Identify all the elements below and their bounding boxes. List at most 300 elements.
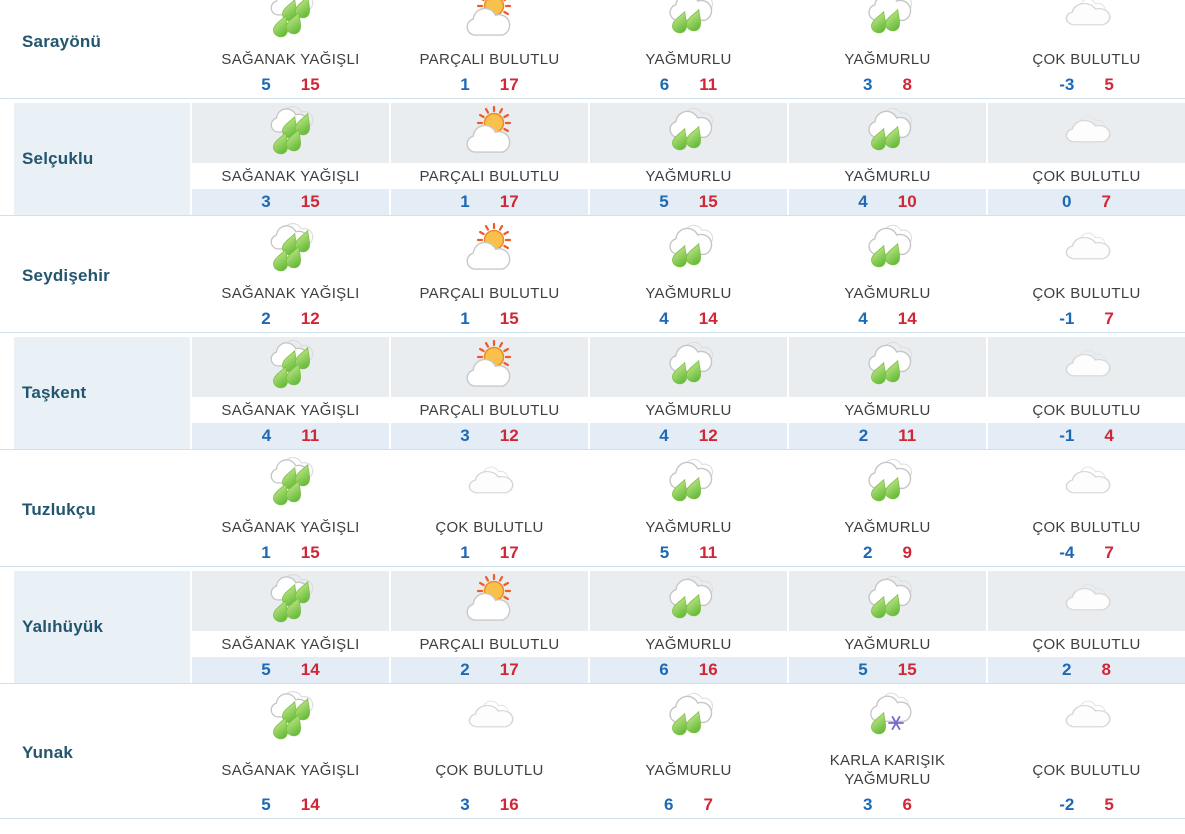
condition-band <box>590 280 787 306</box>
min-temp: 1 <box>460 309 470 328</box>
condition-band <box>391 46 588 72</box>
condition-band <box>590 397 787 423</box>
icon-band <box>789 103 986 163</box>
partly-cloudy-icon <box>458 573 522 629</box>
condition-label: YAĞMURLU <box>844 635 931 653</box>
icon-band <box>789 220 986 280</box>
forecast-cell <box>389 220 588 332</box>
max-temp: 7 <box>703 795 713 814</box>
condition-band <box>789 514 986 540</box>
temperature-band <box>391 540 588 566</box>
forecast-cell <box>190 337 389 449</box>
temperature-band <box>789 306 986 332</box>
icon-band <box>192 220 389 280</box>
min-temp: 4 <box>659 426 669 445</box>
condition-band <box>988 514 1185 540</box>
icon-band <box>192 454 389 514</box>
max-temp: 16 <box>499 795 519 814</box>
rain-icon <box>657 339 721 395</box>
temperature-band <box>988 72 1185 98</box>
temperature-band <box>988 540 1185 566</box>
condition-label: PARÇALI BULUTLU <box>419 284 560 302</box>
very-cloudy-icon <box>1055 573 1119 629</box>
condition-label: YAĞMURLU <box>844 50 931 68</box>
max-temp: 14 <box>897 309 917 328</box>
forecast-cell <box>190 688 389 818</box>
partly-cloudy-icon <box>458 105 522 161</box>
forecast-cell <box>190 103 389 215</box>
icon-band <box>789 337 986 397</box>
temperature-band <box>192 540 389 566</box>
very-cloudy-icon <box>1055 456 1119 512</box>
temperature-band <box>789 72 986 98</box>
condition-label: ÇOK BULUTLU <box>435 518 544 536</box>
condition-label: PARÇALI BULUTLU <box>419 635 560 653</box>
very-cloudy-icon <box>458 690 522 746</box>
very-cloudy-icon <box>1055 690 1119 746</box>
icon-band <box>789 0 986 46</box>
forecast-row <box>0 337 1185 450</box>
temperature-band <box>590 306 787 332</box>
forecast-cell <box>986 103 1185 215</box>
max-temp: 11 <box>699 75 718 94</box>
max-temp: 11 <box>301 426 320 445</box>
shower-rain-icon <box>259 339 323 395</box>
min-temp: 3 <box>863 75 873 94</box>
max-temp: 16 <box>698 660 718 679</box>
max-temp: 17 <box>499 660 519 679</box>
forecast-row <box>0 571 1185 684</box>
temperature-band <box>988 792 1185 818</box>
max-temp: 15 <box>897 660 917 679</box>
max-temp: 15 <box>300 75 320 94</box>
condition-label: ÇOK BULUTLU <box>1032 518 1141 536</box>
icon-band <box>391 220 588 280</box>
temperature-band <box>192 189 389 215</box>
district-label: Yalıhüyük <box>22 617 104 636</box>
partly-cloudy-icon <box>458 339 522 395</box>
forecast-cell <box>787 688 986 818</box>
temperature-band <box>590 792 787 818</box>
min-temp: 4 <box>261 426 272 445</box>
condition-label: ÇOK BULUTLU <box>1032 167 1141 185</box>
icon-band <box>192 688 389 748</box>
condition-band <box>590 46 787 72</box>
icon-band <box>789 571 986 631</box>
partly-cloudy-icon <box>458 0 522 44</box>
temperature-band <box>590 657 787 683</box>
temperature-band <box>590 423 787 449</box>
temperature-band <box>988 657 1185 683</box>
temperature-band <box>789 540 986 566</box>
condition-band <box>192 748 389 792</box>
icon-band <box>590 454 787 514</box>
max-temp: 12 <box>698 426 718 445</box>
temperature-band <box>391 423 588 449</box>
district-label: Taşkent <box>22 383 87 402</box>
forecast-cell <box>389 571 588 683</box>
max-temp: 4 <box>1104 426 1114 445</box>
icon-band <box>590 103 787 163</box>
icon-band <box>988 571 1185 631</box>
condition-band <box>988 631 1185 657</box>
temperature-band <box>391 657 588 683</box>
max-temp: 15 <box>300 192 320 211</box>
condition-label: ÇOK BULUTLU <box>1032 50 1141 68</box>
min-temp: 1 <box>460 75 470 94</box>
icon-band <box>590 688 787 748</box>
shower-rain-icon <box>259 690 323 746</box>
rain-icon <box>657 456 721 512</box>
icon-band <box>590 220 787 280</box>
forecast-cell <box>787 571 986 683</box>
district-label: Seydişehir <box>22 266 110 285</box>
forecast-cell <box>588 220 787 332</box>
max-temp: 6 <box>902 795 912 814</box>
condition-band <box>192 514 389 540</box>
condition-band <box>988 46 1185 72</box>
temperature-band <box>192 657 389 683</box>
icon-band <box>590 337 787 397</box>
min-temp: -1 <box>1059 309 1075 328</box>
condition-band <box>391 631 588 657</box>
condition-band <box>590 631 787 657</box>
condition-label: KARLA KARIŞIK YAĞMURLU <box>829 752 946 788</box>
rain-icon <box>657 690 721 746</box>
max-temp: 15 <box>698 192 718 211</box>
max-temp: 7 <box>1104 309 1114 328</box>
min-temp: 4 <box>659 309 669 328</box>
very-cloudy-icon <box>1055 0 1119 44</box>
shower-rain-icon <box>259 456 323 512</box>
district-label: Yunak <box>22 743 74 762</box>
temperature-band <box>590 72 787 98</box>
condition-band <box>391 514 588 540</box>
forecast-cell <box>588 688 787 818</box>
condition-band <box>789 748 986 792</box>
forecast-cell <box>588 337 787 449</box>
min-temp: 5 <box>659 192 669 211</box>
forecast-cell <box>389 337 588 449</box>
max-temp: 15 <box>499 309 519 328</box>
condition-label: YAĞMURLU <box>844 518 931 536</box>
forecast-cell <box>986 688 1185 818</box>
icon-band <box>391 337 588 397</box>
temperature-band <box>192 306 389 332</box>
min-temp: 1 <box>460 543 470 562</box>
condition-label: PARÇALI BULUTLU <box>419 50 560 68</box>
condition-label: YAĞMURLU <box>844 167 931 185</box>
icon-band <box>590 571 787 631</box>
forecast-cell <box>588 454 787 566</box>
forecast-cell <box>588 571 787 683</box>
min-temp: 2 <box>1062 660 1072 679</box>
max-temp: 10 <box>897 192 917 211</box>
forecast-cell <box>787 454 986 566</box>
min-temp: 5 <box>261 660 271 679</box>
condition-label: ÇOK BULUTLU <box>435 761 544 779</box>
forecast-row <box>0 688 1185 819</box>
icon-band <box>590 0 787 46</box>
condition-label: SAĞANAK YAĞIŞLI <box>221 167 360 185</box>
min-temp: 3 <box>261 192 271 211</box>
forecast-cell <box>190 571 389 683</box>
condition-label: YAĞMURLU <box>645 401 732 419</box>
forecast-cell <box>787 337 986 449</box>
condition-band <box>789 46 986 72</box>
condition-band <box>988 280 1185 306</box>
condition-band <box>192 280 389 306</box>
temperature-band <box>789 792 986 818</box>
condition-band <box>391 748 588 792</box>
forecast-row <box>0 454 1185 567</box>
district-name-cell <box>0 454 190 566</box>
min-temp: 4 <box>858 192 868 211</box>
temperature-band <box>988 423 1185 449</box>
min-temp: 5 <box>858 660 868 679</box>
temperature-band <box>391 72 588 98</box>
icon-band <box>192 103 389 163</box>
forecast-row <box>0 0 1185 99</box>
condition-label: SAĞANAK YAĞIŞLI <box>221 401 360 419</box>
condition-band <box>192 397 389 423</box>
forecast-cell <box>787 0 986 98</box>
icon-band <box>192 0 389 46</box>
temperature-band <box>789 657 986 683</box>
icon-band <box>988 103 1185 163</box>
forecast-cell <box>588 0 787 98</box>
max-temp: 5 <box>1104 75 1114 94</box>
min-temp: 3 <box>863 795 873 814</box>
min-temp: 1 <box>460 192 470 211</box>
temperature-band <box>590 540 787 566</box>
forecast-cell <box>190 220 389 332</box>
temperature-band <box>192 792 389 818</box>
rain-icon <box>856 456 920 512</box>
rain-icon <box>657 573 721 629</box>
temperature-band <box>391 792 588 818</box>
max-temp: 14 <box>300 660 320 679</box>
min-temp: 5 <box>261 795 271 814</box>
sleet-icon <box>856 690 920 746</box>
forecast-cell <box>986 337 1185 449</box>
min-temp: -2 <box>1059 795 1075 814</box>
forecast-cell <box>787 220 986 332</box>
icon-band <box>391 454 588 514</box>
max-temp: 15 <box>300 543 320 562</box>
shower-rain-icon <box>259 105 323 161</box>
condition-band <box>391 280 588 306</box>
max-temp: 8 <box>1101 660 1111 679</box>
icon-band <box>988 220 1185 280</box>
district-label: Selçuklu <box>22 149 94 168</box>
condition-band <box>391 163 588 189</box>
rain-icon <box>856 573 920 629</box>
condition-label: YAĞMURLU <box>645 518 732 536</box>
shower-rain-icon <box>259 222 323 278</box>
condition-label: YAĞMURLU <box>645 284 732 302</box>
max-temp: 11 <box>699 543 718 562</box>
icon-band <box>391 571 588 631</box>
condition-band <box>590 748 787 792</box>
condition-band <box>789 163 986 189</box>
forecast-cell <box>986 220 1185 332</box>
condition-band <box>391 397 588 423</box>
icon-band <box>789 688 986 748</box>
condition-label: YAĞMURLU <box>645 50 732 68</box>
min-temp: 2 <box>858 426 869 445</box>
district-name-cell <box>0 0 190 98</box>
temperature-band <box>192 423 389 449</box>
condition-label: SAĞANAK YAĞIŞLI <box>221 761 360 779</box>
temperature-band <box>391 189 588 215</box>
min-temp: 3 <box>460 426 470 445</box>
min-temp: -3 <box>1059 75 1075 94</box>
condition-band <box>789 397 986 423</box>
condition-label: PARÇALI BULUTLU <box>419 167 560 185</box>
icon-band <box>192 571 389 631</box>
forecast-row <box>0 220 1185 333</box>
forecast-row <box>0 103 1185 216</box>
district-name-cell <box>0 337 190 449</box>
very-cloudy-icon <box>458 456 522 512</box>
icon-band <box>988 337 1185 397</box>
min-temp: 2 <box>863 543 873 562</box>
forecast-cell <box>787 103 986 215</box>
condition-band <box>192 163 389 189</box>
rain-icon <box>657 0 721 44</box>
condition-band <box>590 514 787 540</box>
district-name-cell <box>0 571 190 683</box>
temperature-band <box>789 189 986 215</box>
condition-band <box>789 280 986 306</box>
condition-label: SAĞANAK YAĞIŞLI <box>221 635 360 653</box>
district-name-cell <box>0 220 190 332</box>
condition-label: YAĞMURLU <box>645 761 732 779</box>
min-temp: 2 <box>261 309 271 328</box>
condition-band <box>590 163 787 189</box>
min-temp: 5 <box>261 75 271 94</box>
icon-band <box>789 454 986 514</box>
max-temp: 14 <box>698 309 718 328</box>
max-temp: 7 <box>1101 192 1111 211</box>
rain-icon <box>856 339 920 395</box>
very-cloudy-icon <box>1055 105 1119 161</box>
min-temp: -4 <box>1059 543 1075 562</box>
temperature-band <box>988 189 1185 215</box>
max-temp: 17 <box>499 192 519 211</box>
max-temp: 17 <box>499 543 519 562</box>
temperature-band <box>391 306 588 332</box>
very-cloudy-icon <box>1055 222 1119 278</box>
forecast-cell <box>190 454 389 566</box>
condition-label: ÇOK BULUTLU <box>1032 401 1141 419</box>
condition-band <box>988 163 1185 189</box>
icon-band <box>988 454 1185 514</box>
condition-band <box>789 631 986 657</box>
rain-icon <box>856 222 920 278</box>
condition-label: YAĞMURLU <box>844 401 931 419</box>
icon-band <box>391 103 588 163</box>
max-temp: 12 <box>499 426 519 445</box>
max-temp: 9 <box>902 543 912 562</box>
condition-label: YAĞMURLU <box>844 284 931 302</box>
condition-label: ÇOK BULUTLU <box>1032 284 1141 302</box>
condition-band <box>192 46 389 72</box>
icon-band <box>391 688 588 748</box>
icon-band <box>988 0 1185 46</box>
max-temp: 8 <box>902 75 912 94</box>
forecast-cell <box>588 103 787 215</box>
forecast-cell <box>389 688 588 818</box>
min-temp: 5 <box>659 543 670 562</box>
icon-band <box>192 337 389 397</box>
temperature-band <box>192 72 389 98</box>
min-temp: 6 <box>664 795 674 814</box>
rain-icon <box>856 105 920 161</box>
condition-label: SAĞANAK YAĞIŞLI <box>221 284 360 302</box>
condition-label: YAĞMURLU <box>645 635 732 653</box>
max-temp: 5 <box>1104 795 1114 814</box>
temperature-band <box>590 189 787 215</box>
min-temp: 6 <box>659 660 669 679</box>
district-name-cell <box>0 103 190 215</box>
shower-rain-icon <box>259 0 323 44</box>
condition-label: YAĞMURLU <box>645 167 732 185</box>
forecast-cell <box>986 454 1185 566</box>
district-label: Tuzlukçu <box>22 500 97 519</box>
min-temp: 4 <box>858 309 868 328</box>
rain-icon <box>856 0 920 44</box>
temperature-band <box>988 306 1185 332</box>
forecast-cell <box>190 0 389 98</box>
forecast-cell <box>986 0 1185 98</box>
temperature-band <box>789 423 986 449</box>
forecast-cell <box>986 571 1185 683</box>
min-temp: -1 <box>1059 426 1075 445</box>
very-cloudy-icon <box>1055 339 1119 395</box>
icon-band <box>988 688 1185 748</box>
max-temp: 12 <box>300 309 320 328</box>
partly-cloudy-icon <box>458 222 522 278</box>
condition-band <box>988 748 1185 792</box>
forecast-cell <box>389 454 588 566</box>
max-temp: 17 <box>499 75 519 94</box>
condition-label: PARÇALI BULUTLU <box>419 401 560 419</box>
shower-rain-icon <box>259 573 323 629</box>
min-temp: 6 <box>659 75 670 94</box>
condition-band <box>192 631 389 657</box>
max-temp: 11 <box>898 426 917 445</box>
condition-band <box>988 397 1185 423</box>
min-temp: 0 <box>1062 192 1072 211</box>
rain-icon <box>657 222 721 278</box>
district-name-cell <box>0 688 190 818</box>
condition-label: SAĞANAK YAĞIŞLI <box>221 518 360 536</box>
forecast-cell <box>389 103 588 215</box>
condition-label: SAĞANAK YAĞIŞLI <box>221 50 360 68</box>
condition-label: ÇOK BULUTLU <box>1032 761 1141 779</box>
min-temp: 2 <box>460 660 470 679</box>
icon-band <box>391 0 588 46</box>
rain-icon <box>657 105 721 161</box>
district-label: Sarayönü <box>22 32 102 51</box>
forecast-cell <box>389 0 588 98</box>
max-temp: 7 <box>1104 543 1114 562</box>
condition-label: ÇOK BULUTLU <box>1032 635 1141 653</box>
min-temp: 1 <box>261 543 271 562</box>
max-temp: 14 <box>300 795 320 814</box>
